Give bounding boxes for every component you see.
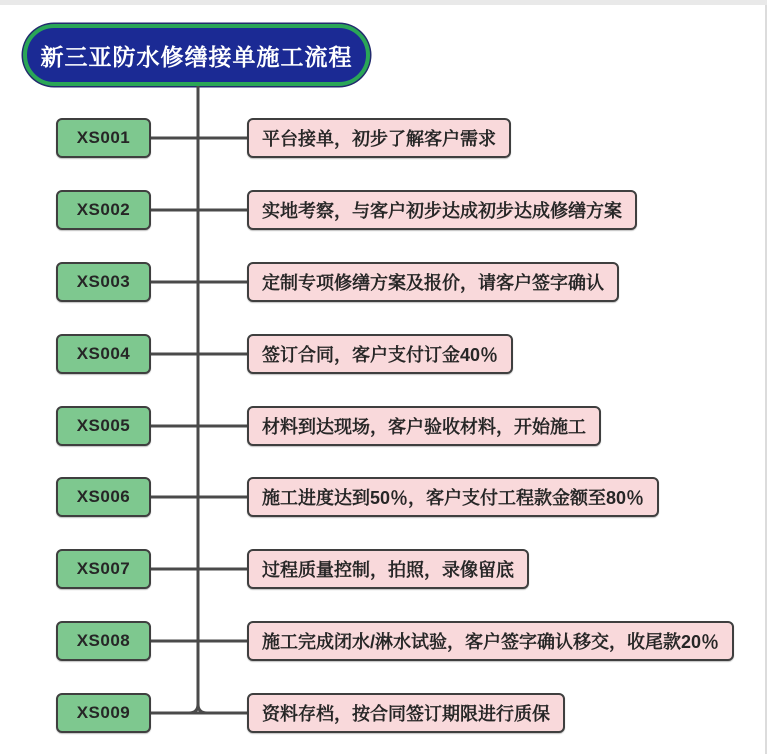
step-code-label: XS007	[76, 559, 131, 578]
step-desc-label: 资料存档，按合同签订期限进行质保	[262, 704, 550, 724]
step-desc-box[interactable]	[247, 262, 619, 302]
step-desc-box[interactable]	[247, 621, 734, 661]
flow-step-row	[0, 406, 767, 446]
step-code-label: XS005	[76, 416, 131, 435]
step-desc-label: 施工完成闭水/淋水试验，客户签字确认移交，收尾款20％	[262, 632, 720, 652]
step-desc-label: 签订合同，客户支付订金40％	[262, 345, 499, 365]
step-desc-label: 平台接单，初步了解客户需求	[262, 129, 496, 149]
step-desc-box[interactable]	[247, 118, 511, 158]
step-code-label: XS006	[76, 487, 131, 506]
step-desc-label: 实地考察，与客户初步达成初步达成修缮方案	[262, 201, 622, 221]
step-code-box[interactable]	[56, 693, 151, 733]
step-code-label: XS008	[76, 631, 131, 650]
flow-step-row	[0, 334, 767, 374]
step-code-label: XS004	[76, 344, 131, 363]
step-desc-box[interactable]	[247, 406, 601, 446]
step-desc-box[interactable]	[247, 190, 637, 230]
step-code-box[interactable]	[56, 549, 151, 589]
step-code-box[interactable]	[56, 334, 151, 374]
step-code-label: XS001	[76, 128, 131, 147]
step-code-box[interactable]	[56, 190, 151, 230]
flow-step-row	[0, 621, 767, 661]
flow-step-row	[0, 477, 767, 517]
step-desc-label: 施工进度达到50％，客户支付工程款金额至80％	[262, 488, 645, 508]
step-code-label: XS009	[76, 703, 131, 722]
step-code-box[interactable]	[56, 621, 151, 661]
step-code-label: XS003	[76, 272, 131, 291]
step-desc-box[interactable]	[247, 693, 565, 733]
step-code-box[interactable]	[56, 262, 151, 302]
flow-step-row	[0, 190, 767, 230]
flow-step-row	[0, 118, 767, 158]
step-code-box[interactable]	[56, 406, 151, 446]
flow-step-row	[0, 549, 767, 589]
step-code-box[interactable]	[56, 118, 151, 158]
top-frame-edge	[0, 0, 767, 5]
step-desc-box[interactable]	[247, 477, 659, 517]
step-code-label: XS002	[76, 200, 131, 219]
step-desc-box[interactable]	[247, 549, 529, 589]
flow-title-node[interactable]	[23, 24, 370, 86]
step-code-box[interactable]	[56, 477, 151, 517]
step-desc-box[interactable]	[247, 334, 513, 374]
step-desc-label: 定制专项修缮方案及报价，请客户签字确认	[262, 273, 604, 293]
step-desc-label: 材料到达现场，客户验收材料，开始施工	[262, 417, 586, 437]
flow-step-row	[0, 693, 767, 733]
flow-title-label: 新三亚防水修缮接单施工流程	[40, 43, 353, 70]
step-desc-label: 过程质量控制，拍照，录像留底	[262, 560, 514, 580]
flow-step-row	[0, 262, 767, 302]
